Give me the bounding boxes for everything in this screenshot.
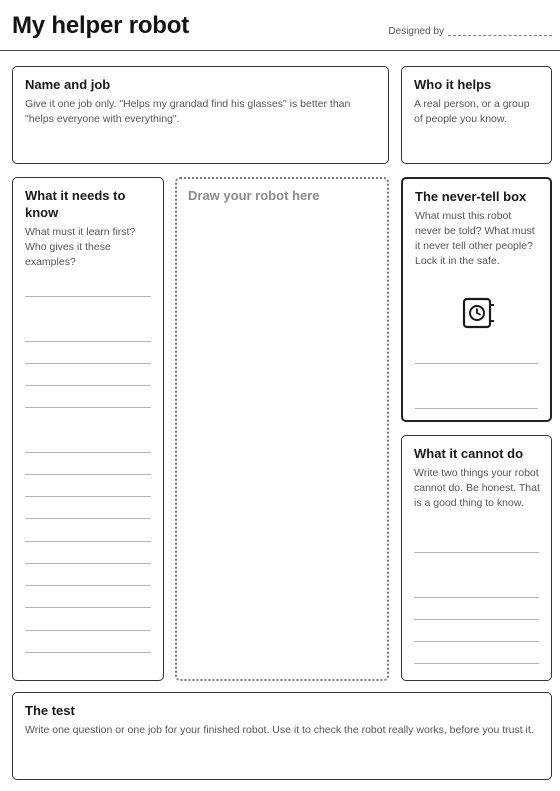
writing-line[interactable]: [25, 341, 151, 342]
designed-by-label: Designed by: [388, 26, 444, 37]
needs-to-know-heading: What it needs to know: [25, 188, 126, 220]
writing-line[interactable]: [25, 296, 151, 297]
who-it-helps-box[interactable]: [401, 66, 552, 164]
header-divider: [0, 50, 560, 51]
writing-line[interactable]: [414, 597, 539, 598]
writing-line[interactable]: [25, 541, 151, 542]
writing-line[interactable]: [25, 563, 151, 564]
draw-area[interactable]: [175, 177, 389, 681]
who-it-helps-text: A real person, or a group of people you know.: [414, 98, 530, 125]
writing-line[interactable]: [25, 363, 151, 364]
needs-to-know-text: What must it learn first? Who gives it these examples?: [25, 226, 136, 268]
writing-line[interactable]: [25, 496, 151, 497]
writing-line[interactable]: [414, 641, 539, 642]
page-title: My helper robot: [12, 12, 190, 39]
cannot-do-heading: What it cannot do: [414, 446, 524, 461]
writing-line[interactable]: [25, 452, 151, 453]
name-and-job-box[interactable]: [12, 66, 389, 164]
never-tell-heading: The never-tell box: [415, 189, 527, 204]
writing-line[interactable]: [25, 607, 151, 608]
writing-line[interactable]: [414, 552, 539, 553]
never-tell-text: What must this robot never be told? What must it never tell other people? Lock it in the safe.: [415, 210, 535, 267]
who-it-helps-heading: Who it helps: [414, 77, 492, 92]
draw-placeholder: Draw your robot here: [188, 188, 320, 203]
writing-line[interactable]: [25, 407, 151, 408]
writing-line[interactable]: [25, 385, 151, 386]
designed-by-field[interactable]: [448, 35, 552, 36]
writing-line[interactable]: [25, 474, 151, 475]
writing-line[interactable]: [415, 408, 538, 409]
designed-by: [388, 26, 552, 37]
never-tell-box[interactable]: [401, 177, 552, 422]
cannot-do-text: Write two things your robot cannot do. Be honest. That is a good thing to know.: [414, 467, 540, 509]
name-and-job-text: Give it one job only. "Helps my grandad find his glasses" is better than "helps everyone with everything".: [25, 98, 351, 125]
writing-line[interactable]: [25, 585, 151, 586]
test-text: Write one question or one job for your finished robot. Use it to check the robot really works, before you trust it.: [25, 724, 534, 736]
writing-line[interactable]: [25, 630, 151, 631]
writing-line[interactable]: [414, 663, 539, 664]
test-box[interactable]: [12, 692, 552, 780]
writing-line[interactable]: [414, 619, 539, 620]
writing-line[interactable]: [25, 652, 151, 653]
writing-line[interactable]: [25, 518, 151, 519]
writing-line[interactable]: [415, 363, 538, 364]
cannot-do-box[interactable]: [401, 435, 552, 681]
needs-to-know-box[interactable]: [12, 177, 164, 681]
test-heading: The test: [25, 703, 75, 718]
name-and-job-heading: Name and job: [25, 77, 111, 92]
safe-icon: [462, 297, 496, 329]
